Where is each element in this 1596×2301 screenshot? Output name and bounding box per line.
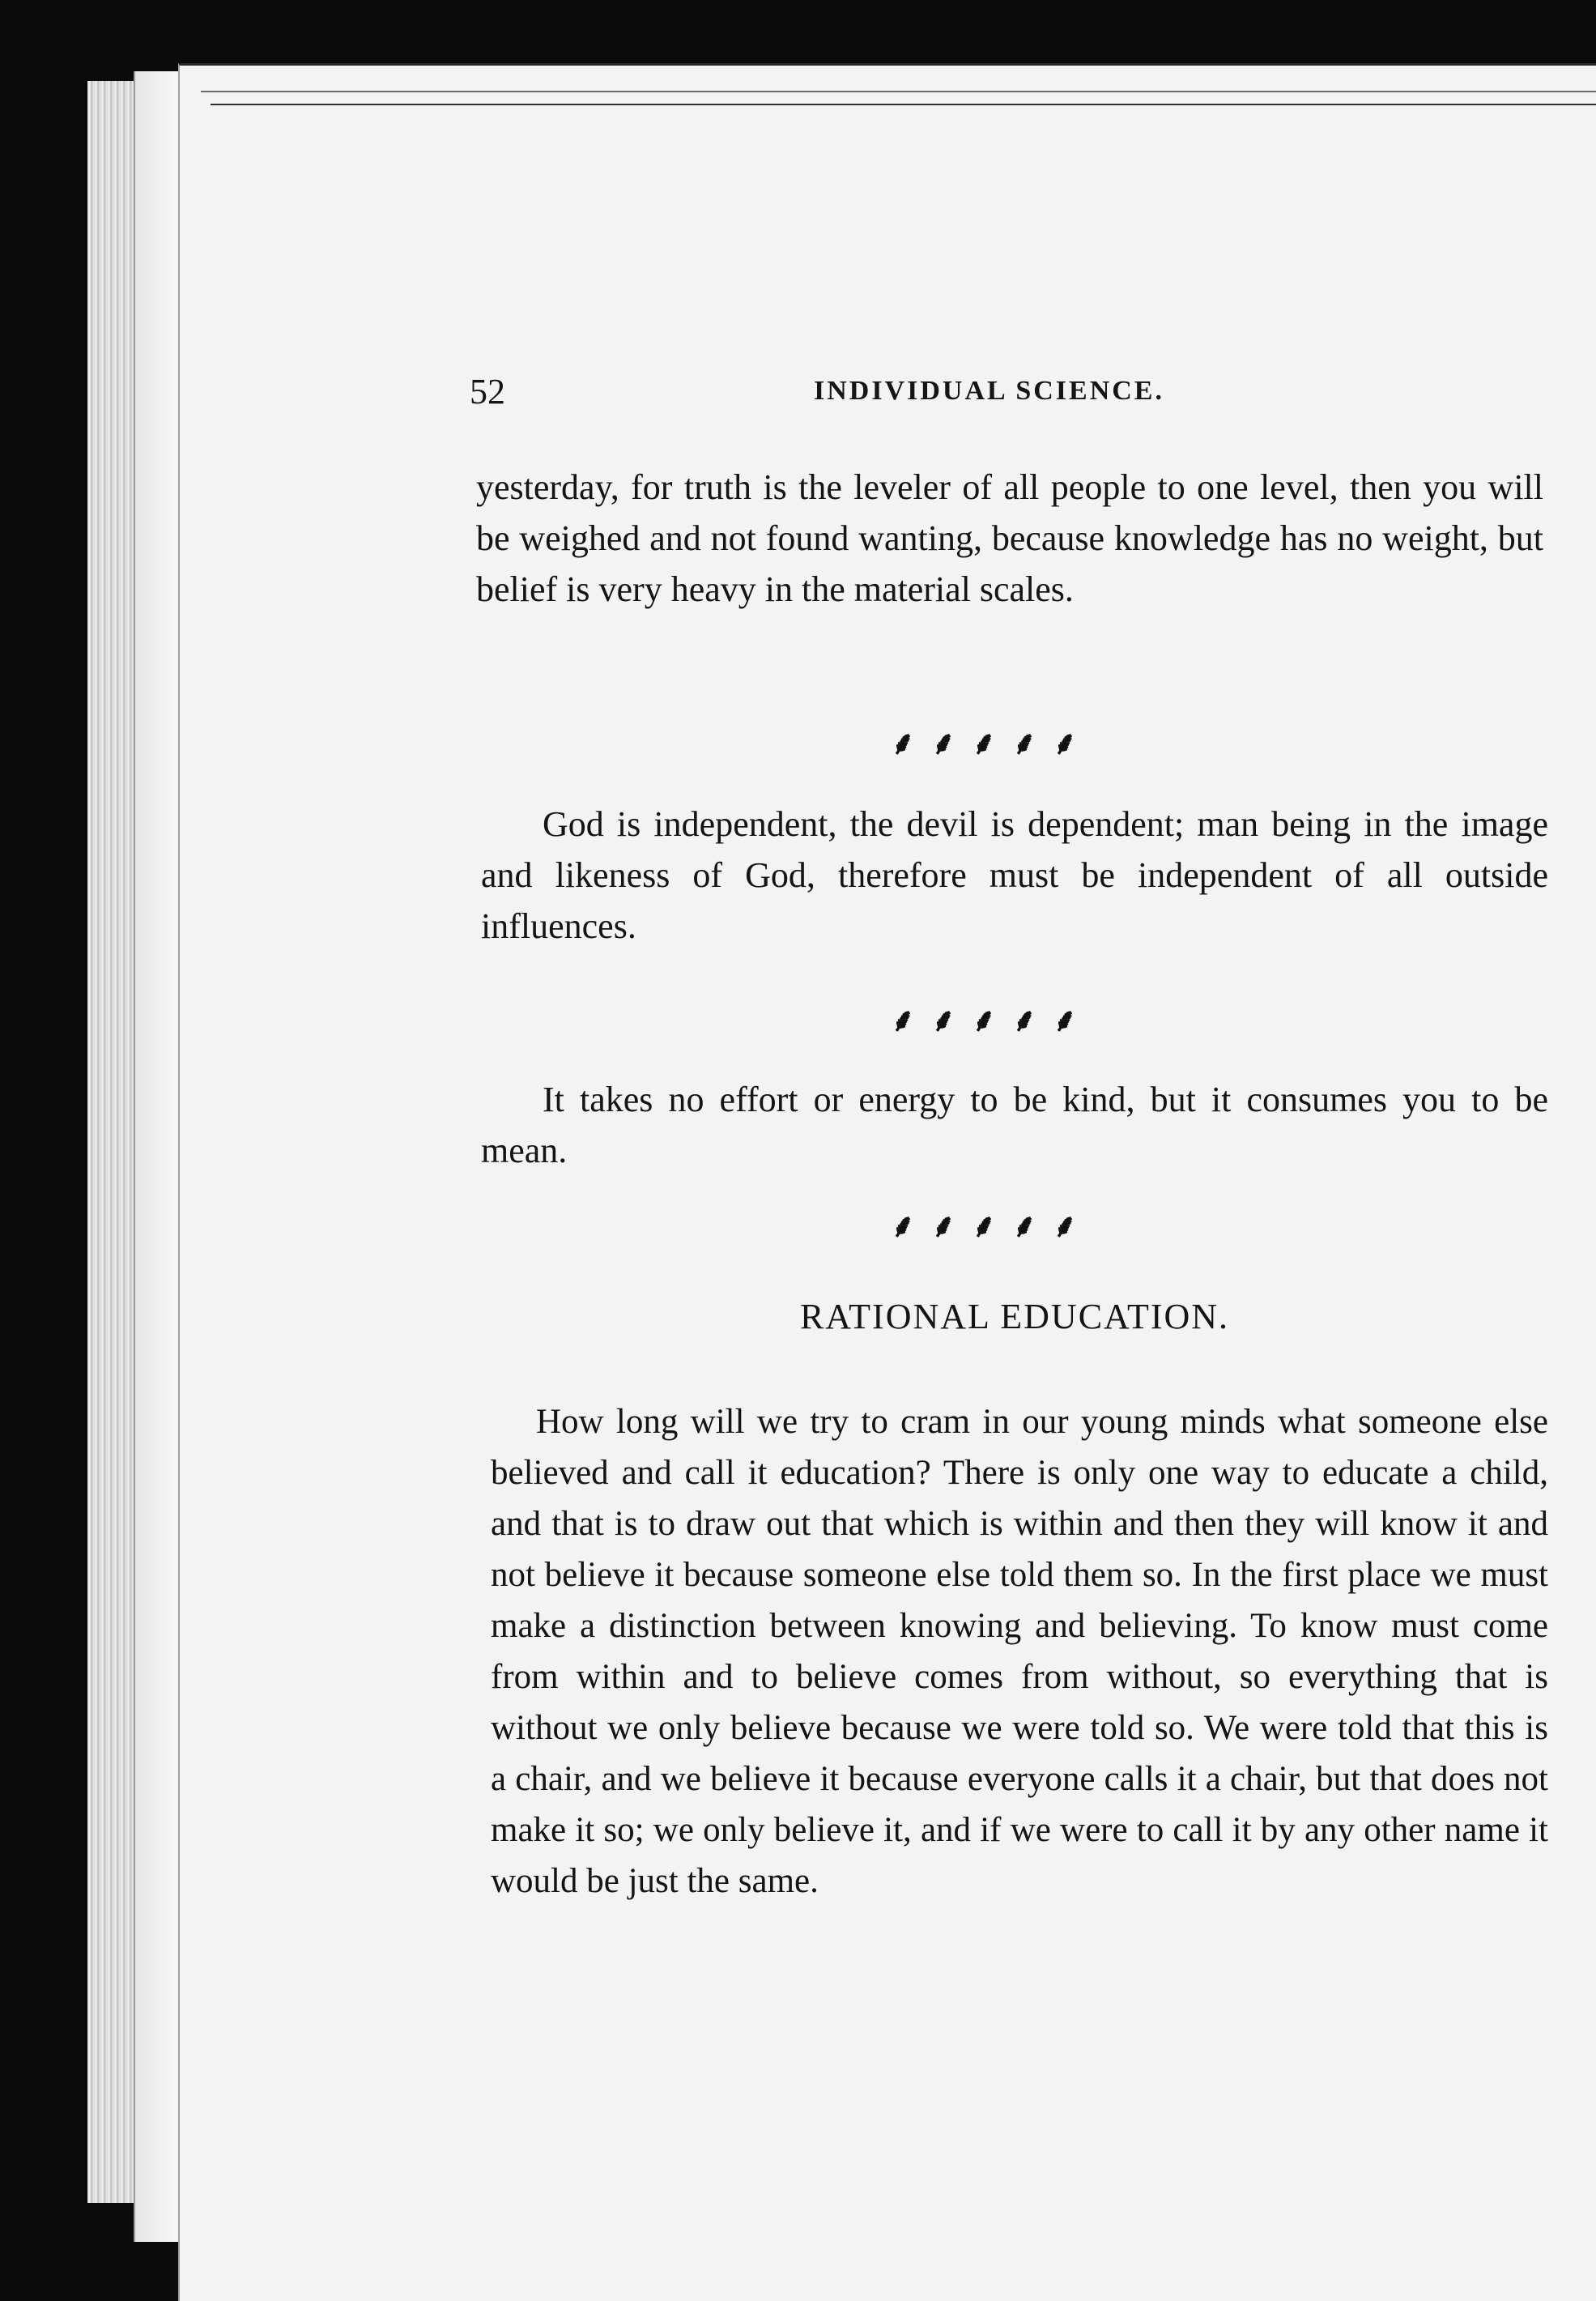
page-number: 52 xyxy=(470,372,505,411)
ornament-divider: ⸙⸙⸙⸙⸙ xyxy=(891,1002,1093,1038)
running-title: INDIVIDUAL SCIENCE. xyxy=(814,376,1164,406)
section-heading: RATIONAL EDUCATION. xyxy=(799,1297,1230,1336)
section-body: How long will we try to cram in our young minds what someone else believed and call it education? There is only one way to educate a child, and that is to draw out that which is within and then they will know it and not believe it because someone else told them so. In the first place we must make a distinction between knowing and believing. To know must come from within and to believe comes from without, so everything that is without we only believe because we were told so. We were told that this is a chair, and we believe it because everyone calls it a chair, but that does not make it so; we only believe it, and if we were to call it by any other name it would be just the same. xyxy=(491,1403,1548,1900)
paragraph-1: yesterday, for truth is the leveler of all people to one level, then you will be weighed and not found wanting, because knowledge has no weight, but belief is very heavy in the material scales. xyxy=(476,467,1543,609)
ornament-divider: ⸙⸙⸙⸙⸙ xyxy=(891,1208,1093,1244)
page-edge-line xyxy=(211,104,1596,105)
page-edge-line xyxy=(201,91,1596,92)
ornament-divider: ⸙⸙⸙⸙⸙ xyxy=(891,725,1093,761)
paragraph-2: God is independent, the devil is dependent; man being in the image and likeness of God, therefore must be independent of all outside influences. xyxy=(481,804,1548,946)
paragraph-3: It takes no effort or energy to be kind, but it consumes you to be mean. xyxy=(481,1080,1548,1170)
book-page-edges xyxy=(87,81,136,2203)
page-header xyxy=(470,371,1555,420)
